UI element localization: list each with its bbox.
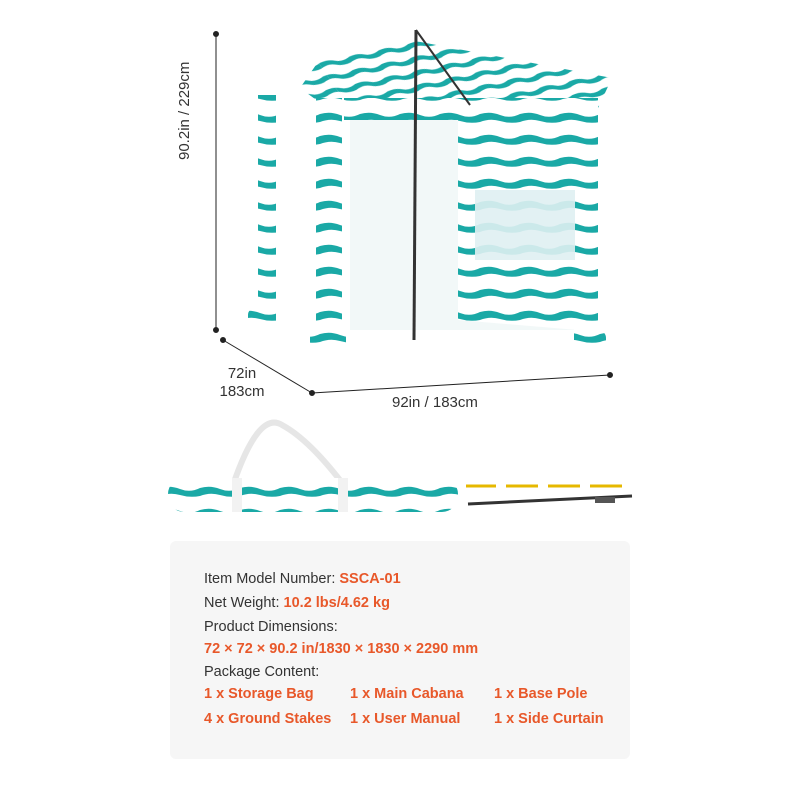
spec-card — [170, 541, 630, 759]
weight-row — [204, 594, 390, 612]
package-item: 1 x Main Cabana — [350, 686, 464, 702]
cabana-tent — [248, 30, 612, 352]
depth-dimension-label — [212, 365, 272, 401]
weight-label: Net Weight: — [204, 595, 284, 611]
height-dimension-label: 90.2in / 229cm — [176, 61, 193, 160]
package-label: Package Content: — [204, 664, 320, 680]
base-pole — [468, 496, 632, 504]
depth-in: 72in — [227, 365, 257, 382]
model-value: SSCA-01 — [339, 571, 401, 587]
storage-bag — [168, 423, 458, 512]
dims-value: 72 × 72 × 90.2 in/1830 × 1830 × 2290 mm — [204, 641, 479, 657]
package-item: 4 x Ground Stakes — [204, 711, 332, 727]
weight-value: 10.2 lbs/4.62 kg — [283, 595, 390, 611]
package-item: 1 x User Manual — [350, 711, 461, 727]
package-item: 1 x Side Curtain — [494, 711, 604, 727]
depth-cm: 183cm — [219, 383, 265, 400]
package-item: 1 x Base Pole — [494, 686, 588, 702]
width-dimension-label: 92in / 183cm — [392, 394, 478, 411]
package-item: 1 x Storage Bag — [204, 686, 314, 702]
model-label: Item Model Number: — [204, 571, 340, 587]
dims-label: Product Dimensions: — [204, 619, 338, 635]
model-row — [204, 570, 401, 588]
